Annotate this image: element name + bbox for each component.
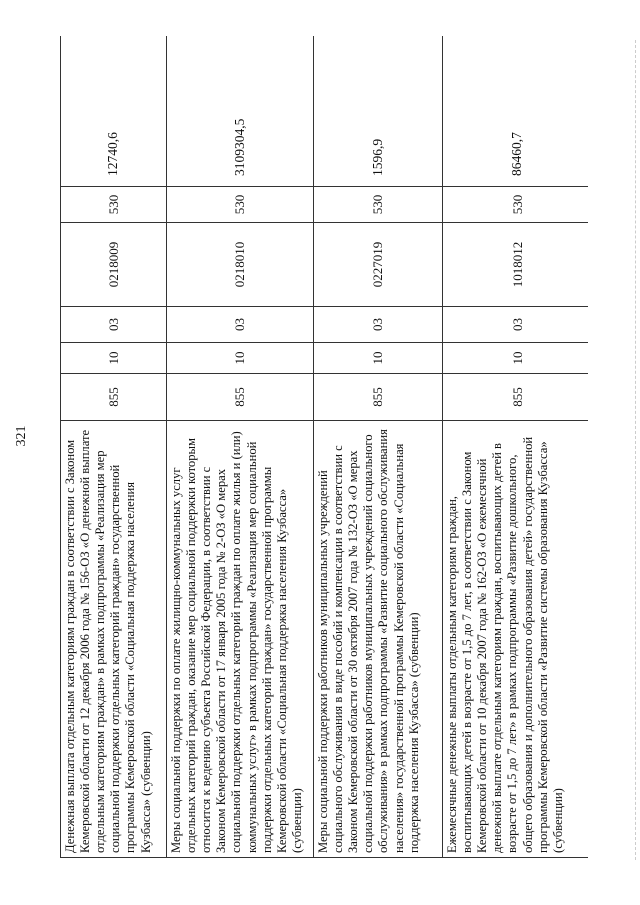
amount: 86460,7 <box>443 36 589 187</box>
target-code: 0218010 <box>167 223 314 307</box>
rotated-table-wrapper <box>60 36 588 858</box>
amount: 12740,6 <box>61 36 167 187</box>
subsection-code: 03 <box>314 307 443 343</box>
section-code: 10 <box>61 343 167 374</box>
table-row <box>167 36 314 858</box>
expense-type-code: 530 <box>443 187 589 223</box>
table-row <box>443 36 589 858</box>
target-code: 1018012 <box>443 223 589 307</box>
amount: 3109304,5 <box>167 36 314 187</box>
table-row <box>61 36 167 858</box>
row-description: Меры социальной поддержки по оплате жилищно-коммунальных услуг отдельных категорий граждан, оказание мер социальной поддержки которым относится к ведению субъекта Российской Федерации, в соответствии с Законом Кемеровской области от 17 января 2005 года № 2-ОЗ «О мерах социальной поддержки отдельных категорий граждан по оплате жилья и (или) коммунальных услуг» в рамках подпрограммы «Реализация мер социальной поддержки отдельных категорий граждан» государственной программы Кемеровской области «Социальная поддержка населения Кузбасса» (субвенции) <box>167 421 314 858</box>
scan-edge <box>634 40 636 860</box>
subsection-code: 03 <box>61 307 167 343</box>
section-code: 10 <box>314 343 443 374</box>
section-code: 10 <box>167 343 314 374</box>
ministry-code: 855 <box>314 374 443 421</box>
budget-table-area <box>60 36 588 858</box>
ministry-code: 855 <box>167 374 314 421</box>
amount: 1596,9 <box>314 36 443 187</box>
target-code: 0218009 <box>61 223 167 307</box>
table-row <box>314 36 443 858</box>
expense-type-code: 530 <box>314 187 443 223</box>
row-description: Меры социальной поддержки работников муниципальных учреждений социального обслуживания в виде пособий и компенсации в соответствии с Законом Кемеровской области от 30 октября 2007 года № 132-ОЗ «О мерах социальной поддержки работников муниципальных учреждений социального обслуживания» в рамках подпрограммы «Развитие социального обслуживания населения» государственной программы Кемеровской области «Социальная поддержка населения Кузбасса» (субвенции) <box>314 421 443 858</box>
budget-table <box>60 36 588 858</box>
page-number: 321 <box>14 425 29 447</box>
target-code: 0227019 <box>314 223 443 307</box>
section-code: 10 <box>443 343 589 374</box>
row-description: Денежная выплата отдельным категориям граждан в соответствии с Законом Кемеровской области от 12 декабря 2006 года № 156-ОЗ «О денежной выплате отдельным категориям граждан» в рамках подпрограммы «Реализация мер социальной поддержки отдельных категорий граждан» государственной программы Кемеровской области «Социальная поддержка населения Кузбасса» (субвенции) <box>61 421 167 858</box>
ministry-code: 855 <box>443 374 589 421</box>
row-description: Ежемесячные денежные выплаты отдельным категориям граждан, воспитывающих детей в возрасте от 1,5 до 7 лет, в соответствии с Законом Кемеровской области от 10 декабря 2007 года № 162-ОЗ «О ежемесячной денежной выплате отдельным категориям граждан, воспитывающих детей в возрасте от 1,5 до 7 лет» в рамках подпрограммы «Развитие дошкольного, общего образования и дополнительного образования детей» государственной программы Кемеровской области «Развитие системы образования Кузбасса» (субвенции) <box>443 421 589 858</box>
subsection-code: 03 <box>167 307 314 343</box>
subsection-code: 03 <box>443 307 589 343</box>
expense-type-code: 530 <box>61 187 167 223</box>
ministry-code: 855 <box>61 374 167 421</box>
expense-type-code: 530 <box>167 187 314 223</box>
